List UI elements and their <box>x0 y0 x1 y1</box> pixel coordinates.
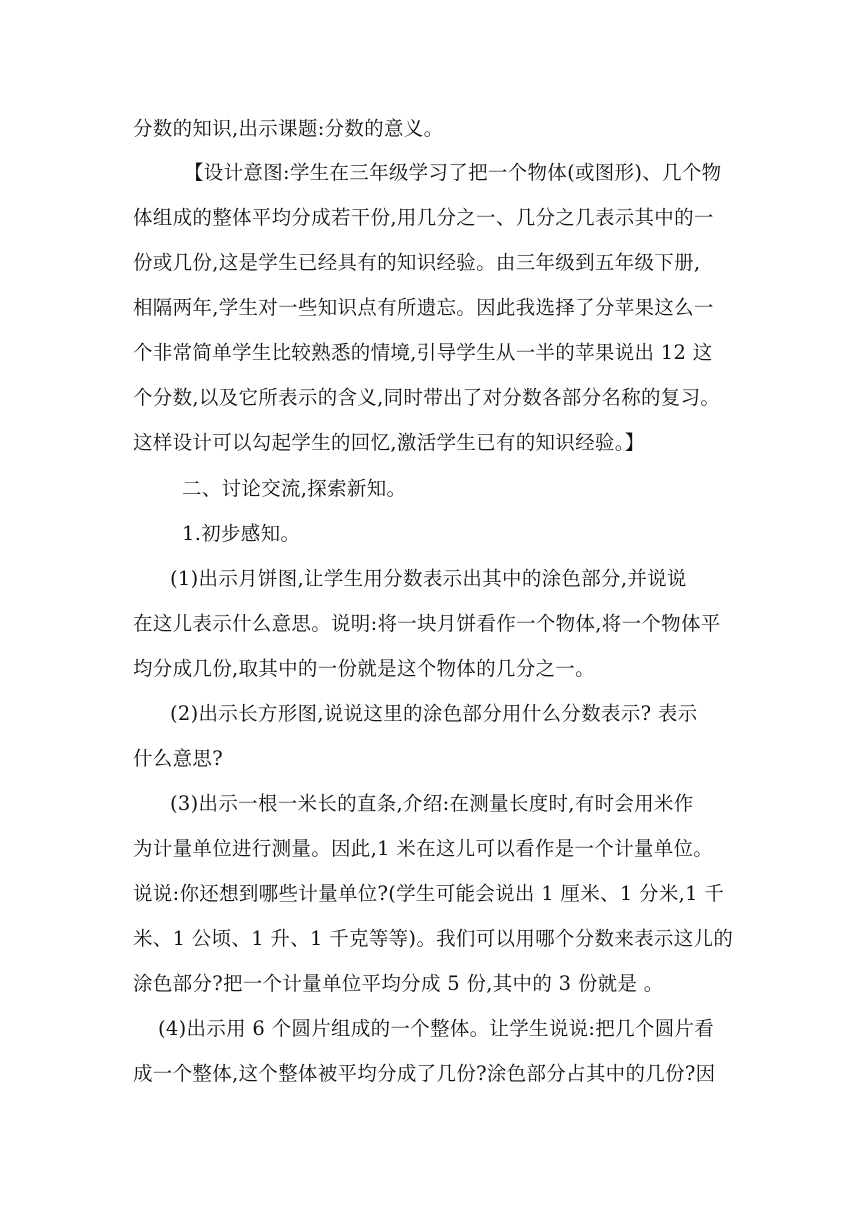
text-line: 体组成的整体平均分成若干份,用几分之一、几分之几表示其中的一 <box>133 206 714 229</box>
text-line: 份或几份,这是学生已经具有的知识经验。由三年级到五年级下册, <box>133 251 701 274</box>
text-line: (3)出示一根一米长的直条,介绍:在测量长度时,有时会用米作 <box>170 792 694 815</box>
text-line: (1)出示月饼图,让学生用分数表示出其中的涂色部分,并说说 <box>170 567 687 590</box>
text-line: 【设计意图:学生在三年级学习了把一个物体(或图形)、几个物 <box>184 161 722 184</box>
text-line: 相隔两年,学生对一些知识点有所遗忘。因此我选择了分苹果这么一 <box>133 296 714 319</box>
section-heading: 二、讨论交流,探索新知。 <box>182 477 407 500</box>
text-line: 为计量单位进行测量。因此,1 米在这儿可以看作是一个计量单位。 <box>133 837 714 860</box>
text-line: 成一个整体,这个整体被平均分成了几份?涂色部分占其中的几份?因 <box>133 1062 716 1085</box>
text-line: 米、1 公顷、1 升、1 千克等等)。我们可以用哪个分数来表示这儿的 <box>133 927 734 950</box>
text-line: 个非常简单学生比较熟悉的情境,引导学生从一半的苹果说出 12 这 <box>133 341 713 364</box>
text-line: 涂色部分?把一个计量单位平均分成 5 份,其中的 3 份就是 。 <box>133 972 664 995</box>
text-line: 个分数,以及它所表示的含义,同时带出了对分数各部分名称的复习。 <box>133 386 721 409</box>
text-line: (4)出示用 6 个圆片组成的一个整体。让学生说说:把几个圆片看 <box>158 1017 715 1040</box>
text-line: (2)出示长方形图,说说这里的涂色部分用什么分数表示? 表示 <box>170 702 698 725</box>
subsection-heading: 1.初步感知。 <box>182 522 301 545</box>
text-line: 均分成几份,取其中的一份就是这个物体的几分之一。 <box>133 657 595 680</box>
text-line: 这样设计可以勾起学生的回忆,激活学生已有的知识经验。】 <box>133 431 645 454</box>
text-line: 说说:你还想到哪些计量单位?(学生可能会说出 1 厘米、1 分米,1 千 <box>133 882 725 905</box>
text-line: 什么意思? <box>133 747 223 770</box>
text-line: 分数的知识,出示课题:分数的意义。 <box>133 117 444 140</box>
text-line: 在这儿表示什么意思。说明:将一块月饼看作一个物体,将一个物体平 <box>133 612 721 635</box>
